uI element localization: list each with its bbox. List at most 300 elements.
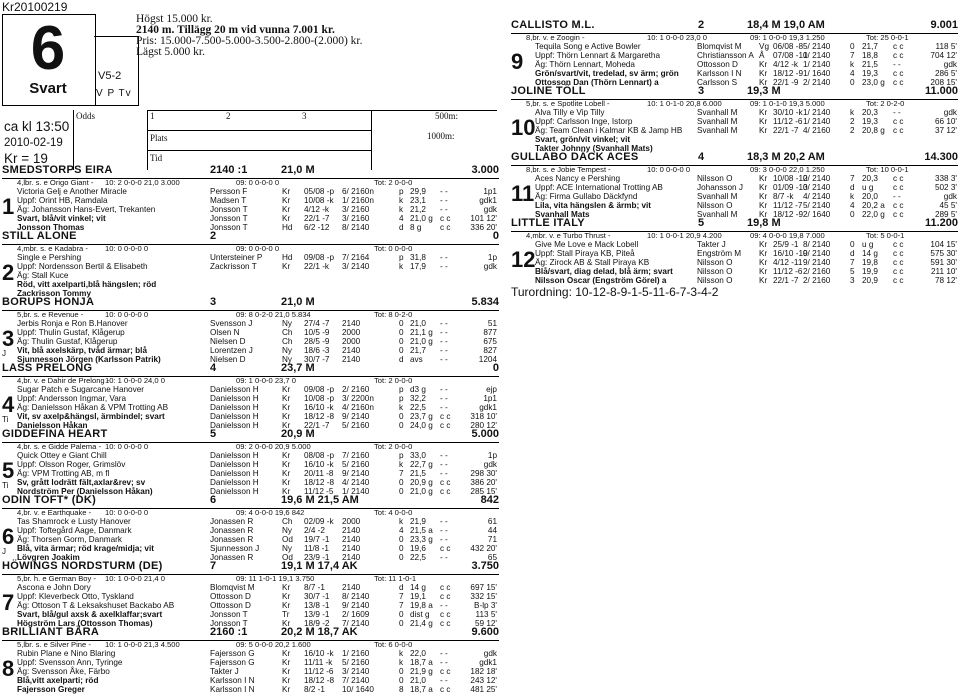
race-cell: Kr: [282, 676, 291, 685]
horse-stat: Tot: 4 0-0-0: [374, 508, 413, 517]
race-time: ca kl 13:50: [4, 119, 70, 134]
plats-label: Plats: [150, 133, 168, 143]
race-cell: 23,7 g: [410, 412, 433, 421]
horse-info: Svart, grön/vit vinkel; vit: [535, 135, 631, 144]
horse-info: Ascona e John Dory: [17, 583, 91, 592]
horse-entry: [2, 230, 499, 296]
race-cell: c c: [440, 685, 451, 694]
race-cell: 101 12': [470, 214, 497, 223]
horse-info: Vit, sv axelp&hängsl, ärmbindel; svart: [17, 412, 165, 421]
horse-entry: [2, 428, 499, 494]
race-cell: 16/10 -k: [304, 403, 334, 412]
horse-info: Nilsson Oscar (Engström Görel) a: [535, 276, 667, 285]
horse-entry: [2, 626, 499, 692]
race-cell: 104 15': [930, 240, 957, 249]
race-cell: Johansson J: [697, 183, 743, 192]
horse-info: Uppf: Svensson Ann, Tyringe: [17, 658, 123, 667]
horse-info: Quick Ottey e Giant Chill: [17, 451, 107, 460]
race-cell: k: [399, 517, 404, 526]
race-cell: Kr: [282, 196, 291, 205]
horse-info: Blå, vita ärmar; röd krage/midja; vit: [17, 544, 154, 553]
race-cell: Karlsson I N: [697, 69, 742, 78]
horse-stat: 09: 1 0-1-0 19,3 5.000: [750, 99, 825, 108]
horse-info: Uppf: Andersson Ingmar, Vara: [17, 394, 127, 403]
horse-info: Äg: Svensson Åke, Färbo: [17, 667, 110, 676]
race-cell: 0: [399, 478, 404, 487]
horse-info: Lövgren Joakim: [17, 553, 80, 562]
race-cell: - -: [440, 526, 448, 535]
prize-line: Pris: 15.000-7.500-5.000-3.500-2.800-(2.000) kr.: [136, 35, 363, 47]
race-cell: 0: [399, 337, 404, 346]
race-cell: Kr: [282, 685, 291, 694]
race-cell: - -: [893, 192, 901, 201]
race-cell: 481 25': [470, 685, 497, 694]
horse-distance: 2140 :1: [210, 164, 248, 176]
race-cell: Carlsson S: [697, 78, 738, 87]
horse-info: Uppf: Kleverbeck Otto, Tyskland: [17, 592, 134, 601]
race-cell: k: [399, 460, 404, 469]
race-cell: 7: [399, 469, 404, 478]
race-cell: Svanhall M: [697, 210, 738, 219]
race-cell: ejp: [486, 385, 497, 394]
horse-stat: Tot: 6 0-0-0: [374, 640, 413, 649]
race-cell: 07/08 -10: [773, 51, 808, 60]
race-cell: 338 3': [934, 174, 957, 183]
race-cell: 21,1 g: [410, 328, 433, 337]
horse-info: Uppf: Carlsson Inge, Istorp: [535, 117, 633, 126]
race-cell: c c: [440, 583, 451, 592]
race-cell: 11/8 -1: [304, 544, 329, 553]
race-cell: Kr: [282, 262, 291, 271]
race-cell: Jonsson T: [210, 205, 248, 214]
horse-stat: 5,lbr. s. e Silver Pine -: [17, 640, 91, 649]
race-cell: 675: [483, 337, 497, 346]
race-cell: 0: [850, 78, 855, 87]
race-cell: k: [399, 658, 404, 667]
horse-stat: Tot: 0 0-0-0: [374, 244, 413, 253]
race-cell: Hd: [282, 223, 293, 232]
horse-stat: 4,br. s. e Gidde Palema -: [17, 442, 101, 451]
race-cell: 0: [399, 412, 404, 421]
race-cell: 18/12 -9: [773, 210, 804, 219]
horse-name: ODIN TOFT* (DK): [2, 494, 97, 506]
race-cell: 2/ 1609: [342, 610, 370, 619]
horse-stat: 10: 2 0-0-0 21,0 3.000: [105, 178, 180, 187]
race-cell: 2140: [342, 526, 361, 535]
horse-distance: 2: [698, 19, 705, 31]
horse-info: Sv, grått lodrätt fält,axlar&rev; sv: [17, 478, 146, 487]
race-cell: 24,0 g: [410, 421, 433, 430]
race-cell: 02/09 -k: [304, 517, 334, 526]
race-cell: 59 12': [474, 619, 497, 628]
race-cell: 21,0: [410, 676, 426, 685]
race-cell: Jonsson T: [210, 610, 248, 619]
race-cell: Kr: [282, 601, 291, 610]
race-cell: 502 3': [934, 183, 957, 192]
race-cell: 16/10 -10: [773, 249, 808, 258]
horses-right-column: [511, 19, 958, 284]
horse-marker: Ti: [2, 481, 9, 490]
race-cell: 4/ 2140: [342, 478, 370, 487]
race-cell: 22,0 g: [862, 210, 885, 219]
race-cell: 05/08 -p: [304, 187, 335, 196]
race-cell: - -: [440, 535, 448, 544]
horse-name: LASS PRELONG: [2, 362, 93, 374]
race-cell: k: [850, 192, 855, 201]
race-cell: 0: [850, 240, 855, 249]
race-cell: 5: [850, 267, 855, 276]
race-cell: - -: [893, 108, 901, 117]
race-cell: Zackrisson T: [210, 262, 257, 271]
odds-label: Odds: [76, 111, 96, 121]
race-cell: 1p1: [483, 187, 497, 196]
race-cell: 11/12 -5: [304, 487, 334, 496]
horse-stat: Tot: 2 0-0-0: [374, 442, 413, 451]
horse-name: STILL ALONE: [2, 230, 77, 242]
race-cell: 9/ 2140: [803, 258, 831, 267]
race-cell: Kr: [282, 460, 291, 469]
horse-stat: 09: 2 0-0-0 20,9 5.000: [236, 442, 311, 451]
race-cell: - -: [440, 649, 448, 658]
start-label: Svart: [29, 80, 67, 97]
race-cell: Danielsson H: [210, 394, 259, 403]
race-cell: 21,7: [410, 346, 426, 355]
race-cell: gdk: [943, 60, 957, 69]
race-cell: 30/7 -1: [304, 592, 330, 601]
horse-record: 18,3 M 20,2 AM: [747, 151, 825, 163]
race-cell: 280 12': [470, 421, 497, 430]
race-cell: 09/08 -p: [304, 253, 335, 262]
race-cell: Nielsen D: [210, 355, 246, 364]
race-cell: 7/ 2164: [342, 253, 370, 262]
race-cell: 21,0 g: [410, 487, 433, 496]
horse-record: 20,2 M 18,7 AK: [281, 626, 358, 638]
race-cell: gdk: [483, 460, 497, 469]
race-cell: 9/ 2140: [342, 601, 370, 610]
race-cell: 11/11 -k: [304, 658, 333, 667]
race-cell: 6/ 2160n: [342, 187, 374, 196]
race-cell: 23/9 -1: [304, 553, 330, 562]
race-cell: Persson F: [210, 187, 248, 196]
race-cell: - -: [440, 385, 448, 394]
race-cell: 19/7 -1: [304, 535, 330, 544]
race-cell: 33,0: [410, 451, 426, 460]
race-header: [2, 13, 499, 166]
horse-stat: Tot: 10 0-0-1: [866, 165, 909, 174]
race-cell: Kr: [282, 214, 291, 223]
race-cell: 0: [399, 535, 404, 544]
race-cell: 8 g: [410, 223, 422, 232]
horse-stat: Tot: 11 1-0-1: [374, 574, 417, 583]
race-cell: Ch: [282, 328, 293, 337]
race-cell: 66 10': [934, 117, 957, 126]
race-cell: gdk: [483, 649, 497, 658]
race-cell: 16/10 -k: [304, 460, 334, 469]
race-cell: - -: [440, 658, 448, 667]
race-cell: 30/7 -7: [304, 355, 330, 364]
race-cell: 9/ 2140: [342, 469, 370, 478]
race-cell: Kr: [282, 649, 291, 658]
race-cell: 27/4 -7: [304, 319, 330, 328]
race-cell: Danielsson H: [210, 487, 259, 496]
horse-stat: Tot: 5 0-0-1: [866, 231, 905, 240]
race-cell: Blomqvist M: [210, 583, 255, 592]
horse-distance: 7: [210, 560, 217, 572]
race-cell: 2140: [342, 583, 361, 592]
race-cell: c c: [440, 487, 451, 496]
race-cell: Å: [759, 51, 765, 60]
race-cell: 5/ 2140: [803, 201, 831, 210]
race-cell: Kr: [759, 210, 768, 219]
horse-info: Äg: Thulin Gustaf, Klågerup: [17, 337, 118, 346]
race-cell: avs: [410, 355, 423, 364]
race-cell: 4: [399, 526, 404, 535]
horse-info: Ottosson Dan (Thörn Lennart) a: [535, 78, 659, 87]
race-cell: - -: [440, 328, 448, 337]
race-cell: c c: [893, 240, 904, 249]
race-cell: - -: [440, 253, 448, 262]
horse-info: Uppf: Thulin Gustaf, Klågerup: [17, 328, 125, 337]
grid-col-3: 3: [302, 111, 307, 121]
race-cell: 1p1: [483, 394, 497, 403]
race-cell: 22,0: [410, 649, 426, 658]
horse-info: Blå/svart, diag delad, blå ärm; svart: [535, 267, 673, 276]
horse-stat: 5,br. s. e Revenue -: [17, 310, 84, 319]
race-cell: Fajersson G: [210, 658, 255, 667]
horse-stat: 10: 1 0-0-0 23,0 0: [647, 33, 707, 42]
race-cell: Od: [282, 553, 293, 562]
horse-stat: 09: 11 1-0-1 19,1 3.750: [236, 574, 315, 583]
race-cell: - -: [440, 469, 448, 478]
horse-entry: [2, 494, 499, 560]
horse-stat: 10: 0 0-0-0 0: [105, 508, 149, 517]
race-cell: 0: [399, 328, 404, 337]
race-cell: c c: [893, 210, 904, 219]
race-cell: Kr: [282, 658, 291, 667]
race-cell: 30/10 -k: [773, 108, 803, 117]
horse-info: Uppf: Stall Piraya KB, Piteå: [535, 249, 635, 258]
horse-stat: 10: 1 0-1-0 20,8 6.000: [647, 99, 722, 108]
race-cell: 2/ 2160: [803, 267, 831, 276]
race-cell: 21,2: [410, 205, 426, 214]
horse-info: Äg: Johansson Hans-Evert, Trekanten: [17, 205, 156, 214]
race-cell: 208 15': [930, 78, 957, 87]
race-cell: 21,5 a: [410, 526, 433, 535]
race-cell: 1p: [487, 451, 497, 460]
race-cell: 19,3: [862, 117, 878, 126]
race-cell: k: [399, 649, 404, 658]
race-cell: 19,8 a: [410, 601, 433, 610]
horse-earnings: 9.001: [930, 19, 958, 31]
horse-info: Fajersson Greger: [17, 685, 85, 694]
horse-info: Äg: Thörn Lennart, Moheda: [535, 60, 635, 69]
race-cell: 4/12 -11: [773, 258, 803, 267]
race-cell: 113 5': [475, 610, 497, 619]
start-number: 12: [511, 247, 536, 272]
race-cell: 2/ 2160: [342, 385, 370, 394]
horse-stat: 10: 0 0-0-0 0: [105, 442, 149, 451]
horse-name: SMEDSTORPS EIRA: [2, 164, 113, 176]
race-cell: 37 12': [934, 126, 957, 135]
race-cell: Ottosson D: [210, 592, 251, 601]
race-cell: 2140: [342, 319, 361, 328]
race-cell: 10/08 -p: [304, 394, 335, 403]
horse-stat: 10: 1 0-0-0 21,4 0: [105, 574, 165, 583]
race-cell: 20,9: [862, 276, 878, 285]
race-cell: Danielsson H: [210, 469, 259, 478]
race-cell: Nilsson O: [697, 201, 733, 210]
horse-name: BORUPS HONJA: [2, 296, 95, 308]
race-cell: 1p: [487, 253, 497, 262]
horse-stat: 5,br. s. e Spotlite Lobell -: [526, 99, 610, 108]
race-cell: 336 20': [470, 223, 497, 232]
race-cell: 18,7 a: [410, 658, 433, 667]
race-cell: 32,2: [410, 394, 426, 403]
race-cell: 23,3 g: [410, 535, 433, 544]
race-cell: p: [399, 253, 404, 262]
tid-label: Tid: [150, 153, 163, 163]
race-cell: 2140: [342, 346, 361, 355]
race-cell: 18/12 -9: [773, 69, 804, 78]
horses-left-column: [2, 164, 499, 694]
race-cell: Svensson J: [210, 319, 253, 328]
race-cell: Takter J: [210, 667, 239, 676]
race-cell: Kr: [282, 421, 291, 430]
horse-earnings: 842: [480, 494, 499, 506]
race-cell: Danielsson H: [210, 478, 259, 487]
race-cell: Fajersson G: [210, 649, 255, 658]
horse-earnings: 11.200: [924, 217, 958, 229]
race-cell: c c: [893, 201, 904, 210]
race-cell: 4: [850, 69, 855, 78]
race-cell: - -: [440, 451, 448, 460]
horse-info: Aces Nancy e Pershing: [535, 174, 621, 183]
race-cell: Kr: [282, 583, 291, 592]
race-cell: 22/1 -7: [773, 126, 799, 135]
horse-info: Uppf: ACE International Trotting AB: [535, 183, 663, 192]
race-cell: 08/08 -p: [304, 451, 335, 460]
race-cell: 7: [399, 592, 404, 601]
race-cell: 18,7 a: [410, 685, 433, 694]
race-cell: 10/ 1640: [342, 685, 374, 694]
race-cell: c c: [440, 619, 451, 628]
race-cell: 14 g: [862, 249, 878, 258]
race-cell: 19,3: [862, 69, 878, 78]
race-cell: Kr: [282, 205, 291, 214]
race-cell: Kr: [759, 108, 768, 117]
horse-distance: 3: [210, 296, 217, 308]
race-cell: Kr: [759, 60, 768, 69]
horse-info: Äg: Zirock AB & Stall Piraya KB: [535, 258, 650, 267]
odds-grid: [73, 110, 497, 170]
horse-info: Rubin Plane e Nino Blaring: [17, 649, 116, 658]
race-cell: 0: [399, 553, 404, 562]
race-cell: 2140: [342, 544, 361, 553]
race-cell: 332 15': [470, 592, 497, 601]
race-cell: c c: [893, 174, 904, 183]
race-cell: 7: [850, 174, 855, 183]
race-cell: 2000: [342, 337, 361, 346]
race-cell: 0: [399, 667, 404, 676]
race-cell: Danielsson H: [210, 385, 259, 394]
race-cell: 3/ 2200n: [342, 394, 374, 403]
horse-stat: 4,lbr. s. e Origo Giant -: [17, 178, 94, 187]
race-cell: 0: [399, 619, 404, 628]
race-cell: k: [399, 196, 404, 205]
race-cell: c c: [440, 610, 451, 619]
horse-stat: 09: 3 0-0-0 22,0 1.250: [750, 165, 825, 174]
race-cell: - -: [440, 205, 448, 214]
race-cell: 4/12 -k: [773, 60, 799, 69]
horse-earnings: 14.300: [924, 151, 958, 163]
race-cell: d: [399, 583, 404, 592]
race-cell: 10/08 -k: [304, 196, 334, 205]
horse-stat: 09: 0 0-0-0 0: [236, 178, 280, 187]
race-cell: Ch: [282, 337, 293, 346]
race-cell: d: [850, 183, 855, 192]
horse-info: Danielsson Håkan: [17, 421, 88, 430]
race-cell: 51: [487, 319, 497, 328]
race-cell: p: [399, 451, 404, 460]
horse-info: Högström Lars (Ottosson Thomas): [17, 619, 153, 628]
race-cell: 4: [850, 201, 855, 210]
race-cell: 0: [399, 346, 404, 355]
race-cell: Kr: [282, 187, 291, 196]
horse-info: Tequila Song e Active Bowler: [535, 42, 641, 51]
race-cell: 7: [850, 51, 855, 60]
race-cell: 3/ 2140: [342, 262, 370, 271]
race-cell: 575 30': [930, 249, 957, 258]
race-cell: Jonassen R: [210, 517, 254, 526]
horse-stat: Tot: 2 0-0-0: [374, 376, 413, 385]
horse-stat: 09: 5 0-0-0 20,2 1.600: [236, 640, 311, 649]
race-cell: 18/12 -8: [304, 478, 335, 487]
race-cell: 1/ 2140: [342, 487, 370, 496]
horse-info: Äg: Team Clean i Kalmar KB & Jamp HB: [535, 126, 683, 135]
horse-entry: [2, 560, 499, 626]
race-cell: c c: [893, 51, 904, 60]
horse-stat: Tot: 2 0-0-0: [374, 178, 413, 187]
horse-entry: [511, 85, 958, 151]
race-kr: Kr = 19: [4, 151, 48, 166]
race-cell: 697 15': [470, 583, 497, 592]
race-cell: 4/12 -k: [304, 205, 330, 214]
race-cell: 21,5: [862, 60, 878, 69]
race-cell: 18/12 -8: [304, 676, 335, 685]
race-cell: Kr: [282, 451, 291, 460]
race-cell: Kr: [282, 469, 291, 478]
race-cell: 22/1 -9: [773, 78, 799, 87]
horse-info: Uppf: Nordensson Bertil & Elisabeth: [17, 262, 148, 271]
race-cell: 20,3: [862, 108, 878, 117]
horse-entry: [2, 296, 499, 362]
race-cell: 21,4 g: [410, 619, 433, 628]
race-cell: Kr: [759, 78, 768, 87]
horse-distance: 3: [698, 85, 705, 97]
race-cell: 211 10': [931, 267, 957, 276]
race-cell: Kr: [282, 487, 291, 496]
race-cell: 22/1 -7: [304, 214, 330, 223]
horse-info: Äg: Danielsson Håkan & VPM Trotting AB: [17, 403, 169, 412]
race-cell: 23,1: [410, 196, 426, 205]
race-cell: 61: [487, 517, 497, 526]
horse-name: CALLISTO M.L.: [511, 19, 595, 31]
horse-earnings: 3.000: [471, 164, 499, 176]
horse-earnings: 0: [492, 362, 499, 374]
race-cell: Jonassen R: [210, 535, 254, 544]
vptv-label: V P Tv: [96, 88, 132, 99]
race-cell: - -: [440, 346, 448, 355]
